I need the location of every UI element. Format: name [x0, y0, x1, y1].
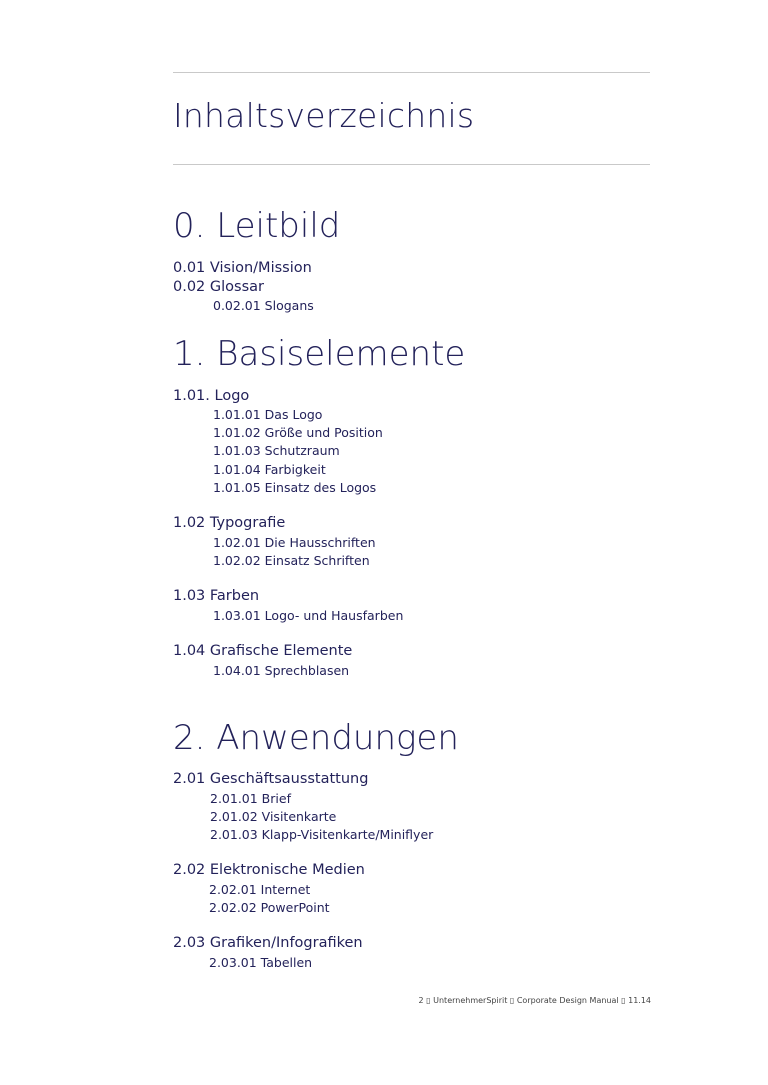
page-title: Inhaltsverzeichnis [173, 96, 475, 135]
toc-subitem-internet: 2.02.01 Internet [209, 882, 311, 897]
section-title-anwendungen: 2. Anwendungen [173, 718, 459, 758]
toc-item-elektronische-medien: 2.02 Elektronische Medien [173, 862, 365, 878]
toc-subitem-sprechblasen: 1.04.01 Sprechblasen [213, 663, 350, 678]
toc-item-geschaeftsausstattung: 2.01 Geschäftsausstattung [173, 771, 369, 787]
toc-subitem-groesse-position: 1.01.02 Größe und Position [213, 425, 383, 440]
section-title-leitbild: 0. Leitbild [173, 206, 341, 246]
toc-subitem-brief: 2.01.01 Brief [210, 791, 291, 806]
top-divider [173, 72, 650, 73]
toc-item-farben: 1.03 Farben [173, 588, 260, 604]
toc-item-vision-mission: 0.01 Vision/Mission [173, 260, 312, 276]
toc-subitem-slogans: 0.02.01 Slogans [213, 298, 314, 313]
section-title-basiselemente: 1. Basiselemente [173, 334, 466, 374]
toc-subitem-tabellen: 2.03.01 Tabellen [209, 955, 313, 970]
toc-subitem-einsatz-logos: 1.01.05 Einsatz des Logos [213, 480, 377, 495]
toc-subitem-klapp-visitenkarte: 2.01.03 Klapp-Visitenkarte/Miniflyer [210, 827, 434, 842]
toc-item-glossar: 0.02 Glossar [173, 279, 264, 295]
toc-subitem-das-logo: 1.01.01 Das Logo [213, 407, 323, 422]
toc-item-typografie: 1.02 Typografie [173, 515, 286, 531]
toc-subitem-farbigkeit: 1.01.04 Farbigkeit [213, 462, 326, 477]
page-footer: 2 ▯ UnternehmerSpirit ▯ Corporate Design Manual ▯ 11.14 [418, 996, 651, 1005]
toc-subitem-hausschriften: 1.02.01 Die Hausschriften [213, 535, 376, 550]
toc-subitem-schutzraum: 1.01.03 Schutzraum [213, 443, 340, 458]
toc-subitem-einsatz-schriften: 1.02.02 Einsatz Schriften [213, 553, 370, 568]
toc-subitem-visitenkarte: 2.01.02 Visitenkarte [210, 809, 337, 824]
toc-subitem-logo-hausfarben: 1.03.01 Logo- und Hausfarben [213, 608, 404, 623]
toc-subitem-powerpoint: 2.02.02 PowerPoint [209, 900, 330, 915]
toc-item-logo: 1.01. Logo [173, 388, 250, 404]
toc-item-grafische-elemente: 1.04 Grafische Elemente [173, 643, 353, 659]
title-divider [173, 164, 650, 165]
toc-item-grafiken-infografiken: 2.03 Grafiken/Infografiken [173, 935, 363, 951]
